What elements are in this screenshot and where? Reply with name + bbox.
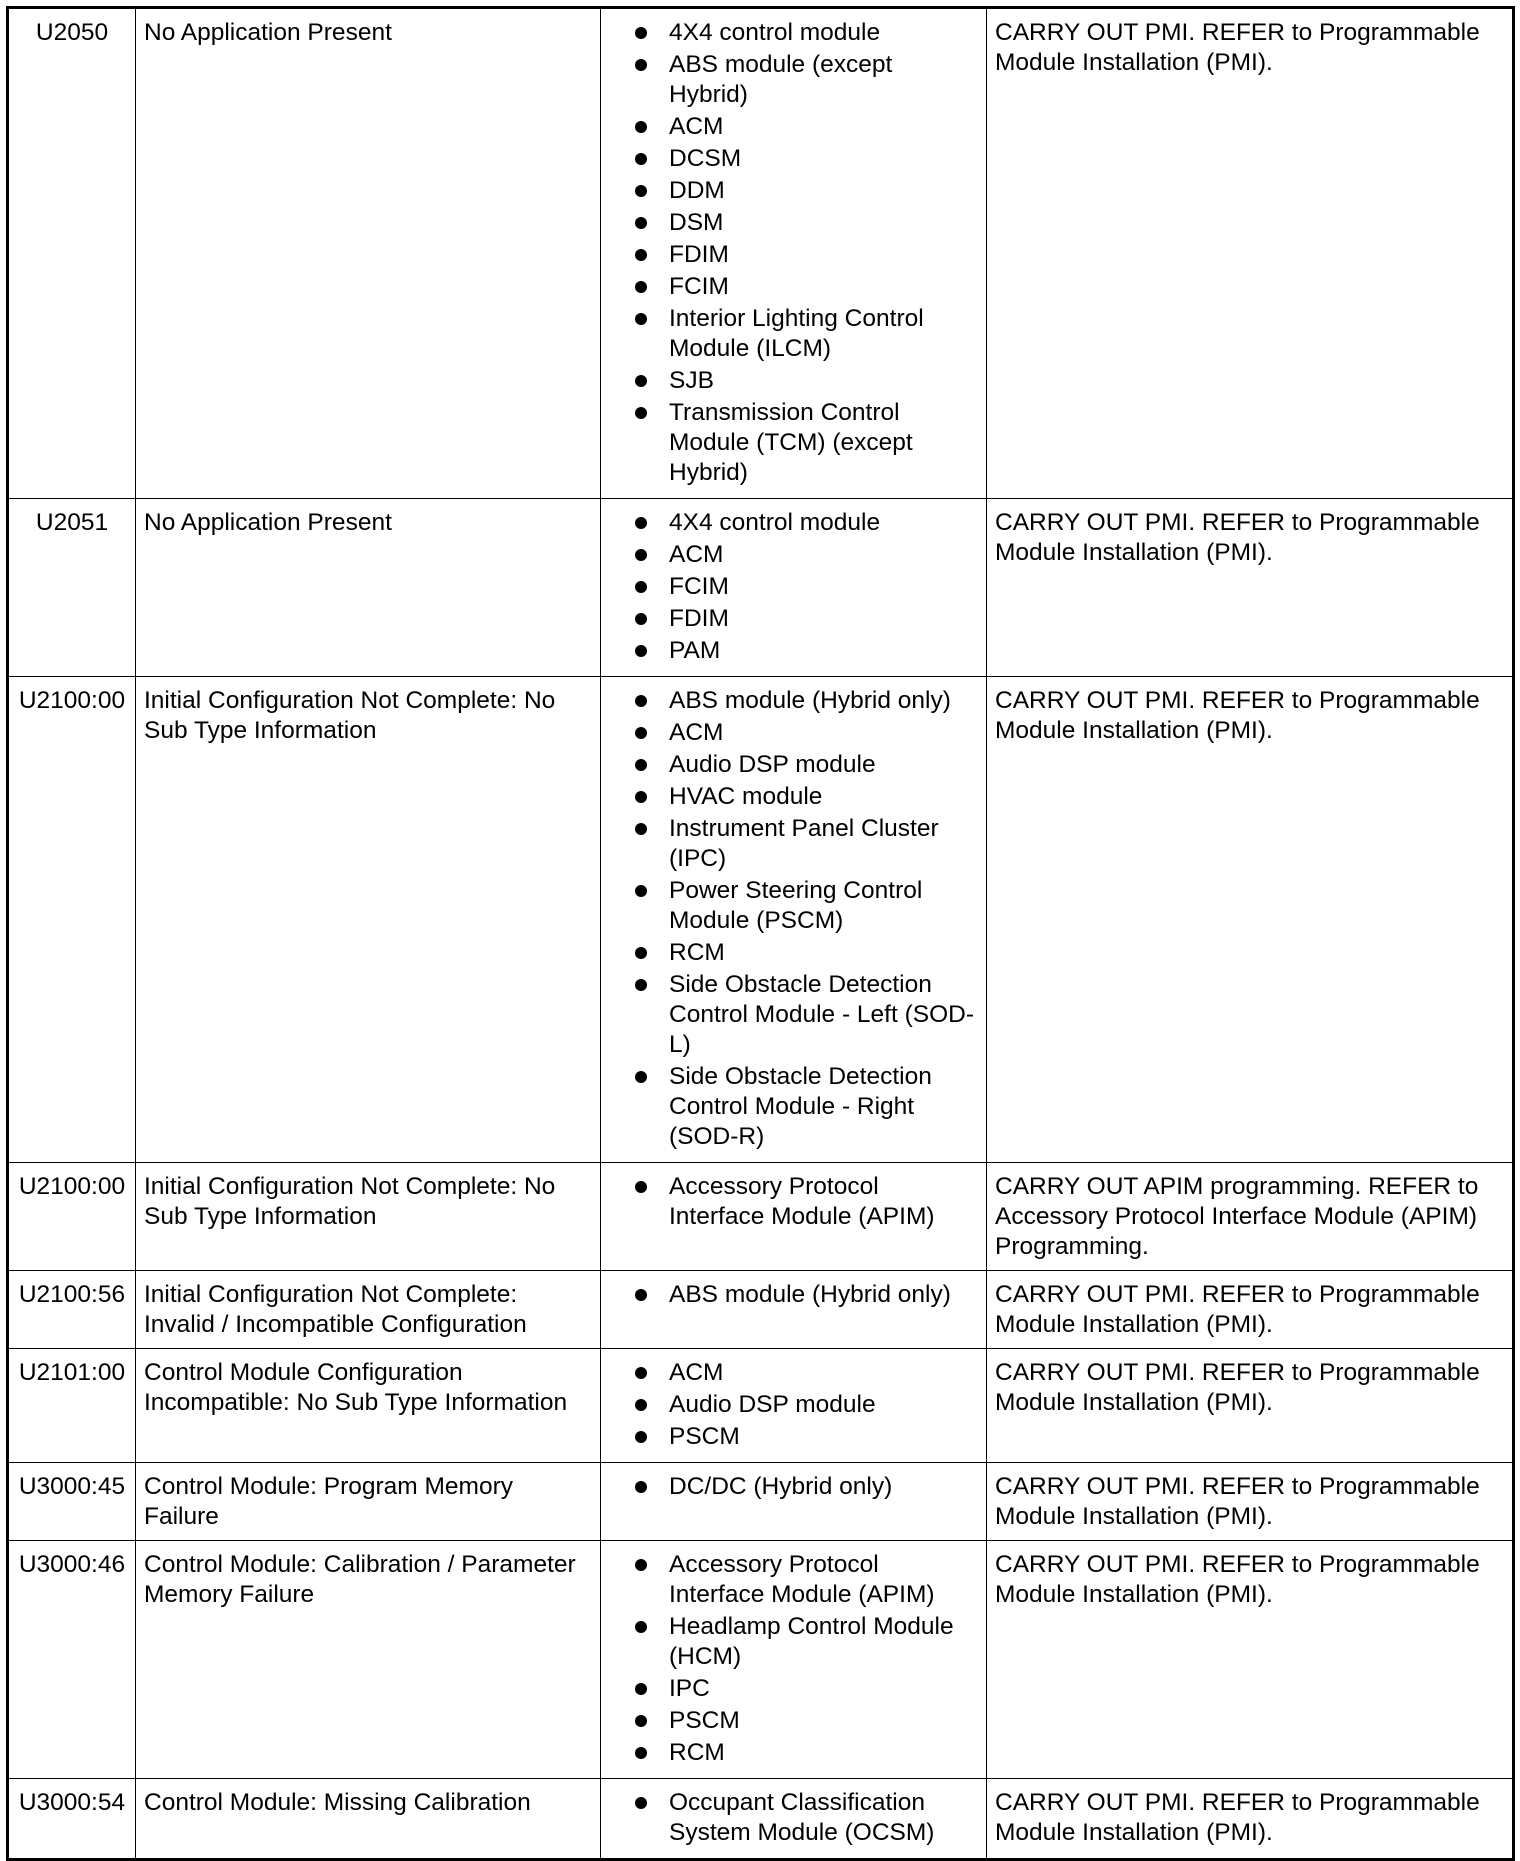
dtc-modules-cell xyxy=(601,8,987,499)
module-list-item: Instrument Panel Cluster (IPC) xyxy=(627,814,978,874)
dtc-modules-cell xyxy=(601,1271,987,1349)
module-list-item: Side Obstacle Detection Control Module - Left (SOD-L) xyxy=(627,970,978,1060)
table-row xyxy=(8,8,1514,499)
dtc-action-cell: CARRY OUT APIM programming. REFER to Accessory Protocol Interface Module (APIM) Programming. xyxy=(987,1163,1514,1271)
module-list-item: SJB xyxy=(627,366,978,396)
module-list xyxy=(609,508,978,666)
dtc-description-cell: No Application Present xyxy=(136,8,601,499)
dtc-action-cell: CARRY OUT PMI. REFER to Programmable Module Installation (PMI). xyxy=(987,1349,1514,1463)
module-list xyxy=(609,686,978,1152)
module-list-item: Transmission Control Module (TCM) (except Hybrid) xyxy=(627,398,978,488)
module-list-item: Audio DSP module xyxy=(627,750,978,780)
module-list-item: Occupant Classification System Module (OCSM) xyxy=(627,1788,978,1848)
dtc-action-cell: CARRY OUT PMI. REFER to Programmable Module Installation (PMI). xyxy=(987,1779,1514,1860)
module-list-item: ACM xyxy=(627,1358,978,1388)
table-row xyxy=(8,1779,1514,1860)
table-row xyxy=(8,1163,1514,1271)
table-row xyxy=(8,499,1514,677)
module-list-item: ACM xyxy=(627,112,978,142)
dtc-table xyxy=(6,6,1515,1861)
table-row xyxy=(8,1541,1514,1779)
module-list-item: DDM xyxy=(627,176,978,206)
module-list xyxy=(609,1280,978,1310)
module-list-item: Interior Lighting Control Module (ILCM) xyxy=(627,304,978,364)
module-list-item: ABS module (Hybrid only) xyxy=(627,686,978,716)
dtc-action-cell: CARRY OUT PMI. REFER to Programmable Module Installation (PMI). xyxy=(987,1271,1514,1349)
dtc-code-cell: U2051 xyxy=(8,499,136,677)
module-list xyxy=(609,1172,978,1232)
dtc-description-cell: Control Module: Missing Calibration xyxy=(136,1779,601,1860)
module-list-item: PAM xyxy=(627,636,978,666)
dtc-modules-cell xyxy=(601,1163,987,1271)
dtc-modules-cell xyxy=(601,1349,987,1463)
dtc-code-cell: U2101:00 xyxy=(8,1349,136,1463)
module-list xyxy=(609,1788,978,1848)
module-list-item: Accessory Protocol Interface Module (APIM) xyxy=(627,1172,978,1232)
dtc-modules-cell xyxy=(601,1541,987,1779)
module-list-item: ABS module (except Hybrid) xyxy=(627,50,978,110)
module-list-item: PSCM xyxy=(627,1422,978,1452)
dtc-code-cell: U3000:46 xyxy=(8,1541,136,1779)
module-list-item: IPC xyxy=(627,1674,978,1704)
module-list-item: FDIM xyxy=(627,604,978,634)
dtc-code-cell: U2100:56 xyxy=(8,1271,136,1349)
dtc-action-cell: CARRY OUT PMI. REFER to Programmable Module Installation (PMI). xyxy=(987,1463,1514,1541)
module-list-item: Accessory Protocol Interface Module (APIM) xyxy=(627,1550,978,1610)
table-row xyxy=(8,1463,1514,1541)
module-list-item: FCIM xyxy=(627,572,978,602)
dtc-action-cell: CARRY OUT PMI. REFER to Programmable Module Installation (PMI). xyxy=(987,499,1514,677)
module-list-item: 4X4 control module xyxy=(627,18,978,48)
dtc-code-cell: U2100:00 xyxy=(8,1163,136,1271)
table-row xyxy=(8,1349,1514,1463)
dtc-action-cell: CARRY OUT PMI. REFER to Programmable Module Installation (PMI). xyxy=(987,677,1514,1163)
module-list-item: HVAC module xyxy=(627,782,978,812)
dtc-modules-cell xyxy=(601,1463,987,1541)
module-list-item: PSCM xyxy=(627,1706,978,1736)
dtc-modules-cell xyxy=(601,1779,987,1860)
module-list-item: Audio DSP module xyxy=(627,1390,978,1420)
module-list-item: RCM xyxy=(627,938,978,968)
module-list xyxy=(609,18,978,488)
dtc-description-cell: Initial Configuration Not Complete: No Sub Type Information xyxy=(136,677,601,1163)
dtc-action-cell: CARRY OUT PMI. REFER to Programmable Module Installation (PMI). xyxy=(987,8,1514,499)
module-list-item: 4X4 control module xyxy=(627,508,978,538)
module-list-item: FCIM xyxy=(627,272,978,302)
dtc-action-cell: CARRY OUT PMI. REFER to Programmable Module Installation (PMI). xyxy=(987,1541,1514,1779)
module-list-item: Power Steering Control Module (PSCM) xyxy=(627,876,978,936)
table-row xyxy=(8,1271,1514,1349)
dtc-code-cell: U2100:00 xyxy=(8,677,136,1163)
dtc-code-cell: U3000:45 xyxy=(8,1463,136,1541)
module-list-item: DSM xyxy=(627,208,978,238)
module-list-item: Headlamp Control Module (HCM) xyxy=(627,1612,978,1672)
dtc-modules-cell xyxy=(601,677,987,1163)
dtc-description-cell: No Application Present xyxy=(136,499,601,677)
module-list-item: ACM xyxy=(627,718,978,748)
dtc-modules-cell xyxy=(601,499,987,677)
module-list-item: ABS module (Hybrid only) xyxy=(627,1280,978,1310)
dtc-description-cell: Control Module Configuration Incompatible: No Sub Type Information xyxy=(136,1349,601,1463)
dtc-description-cell: Control Module: Program Memory Failure xyxy=(136,1463,601,1541)
module-list xyxy=(609,1550,978,1768)
module-list-item: FDIM xyxy=(627,240,978,270)
module-list xyxy=(609,1358,978,1452)
dtc-description-cell: Initial Configuration Not Complete: No Sub Type Information xyxy=(136,1163,601,1271)
module-list-item: RCM xyxy=(627,1738,978,1768)
module-list-item: DCSM xyxy=(627,144,978,174)
table-row xyxy=(8,677,1514,1163)
module-list-item: Side Obstacle Detection Control Module - Right (SOD-R) xyxy=(627,1062,978,1152)
module-list xyxy=(609,1472,978,1502)
module-list-item: ACM xyxy=(627,540,978,570)
dtc-code-cell: U2050 xyxy=(8,8,136,499)
dtc-table-body xyxy=(8,8,1514,1860)
dtc-description-cell: Initial Configuration Not Complete: Invalid / Incompatible Configuration xyxy=(136,1271,601,1349)
dtc-code-cell: U3000:54 xyxy=(8,1779,136,1860)
dtc-description-cell: Control Module: Calibration / Parameter Memory Failure xyxy=(136,1541,601,1779)
module-list-item: DC/DC (Hybrid only) xyxy=(627,1472,978,1502)
